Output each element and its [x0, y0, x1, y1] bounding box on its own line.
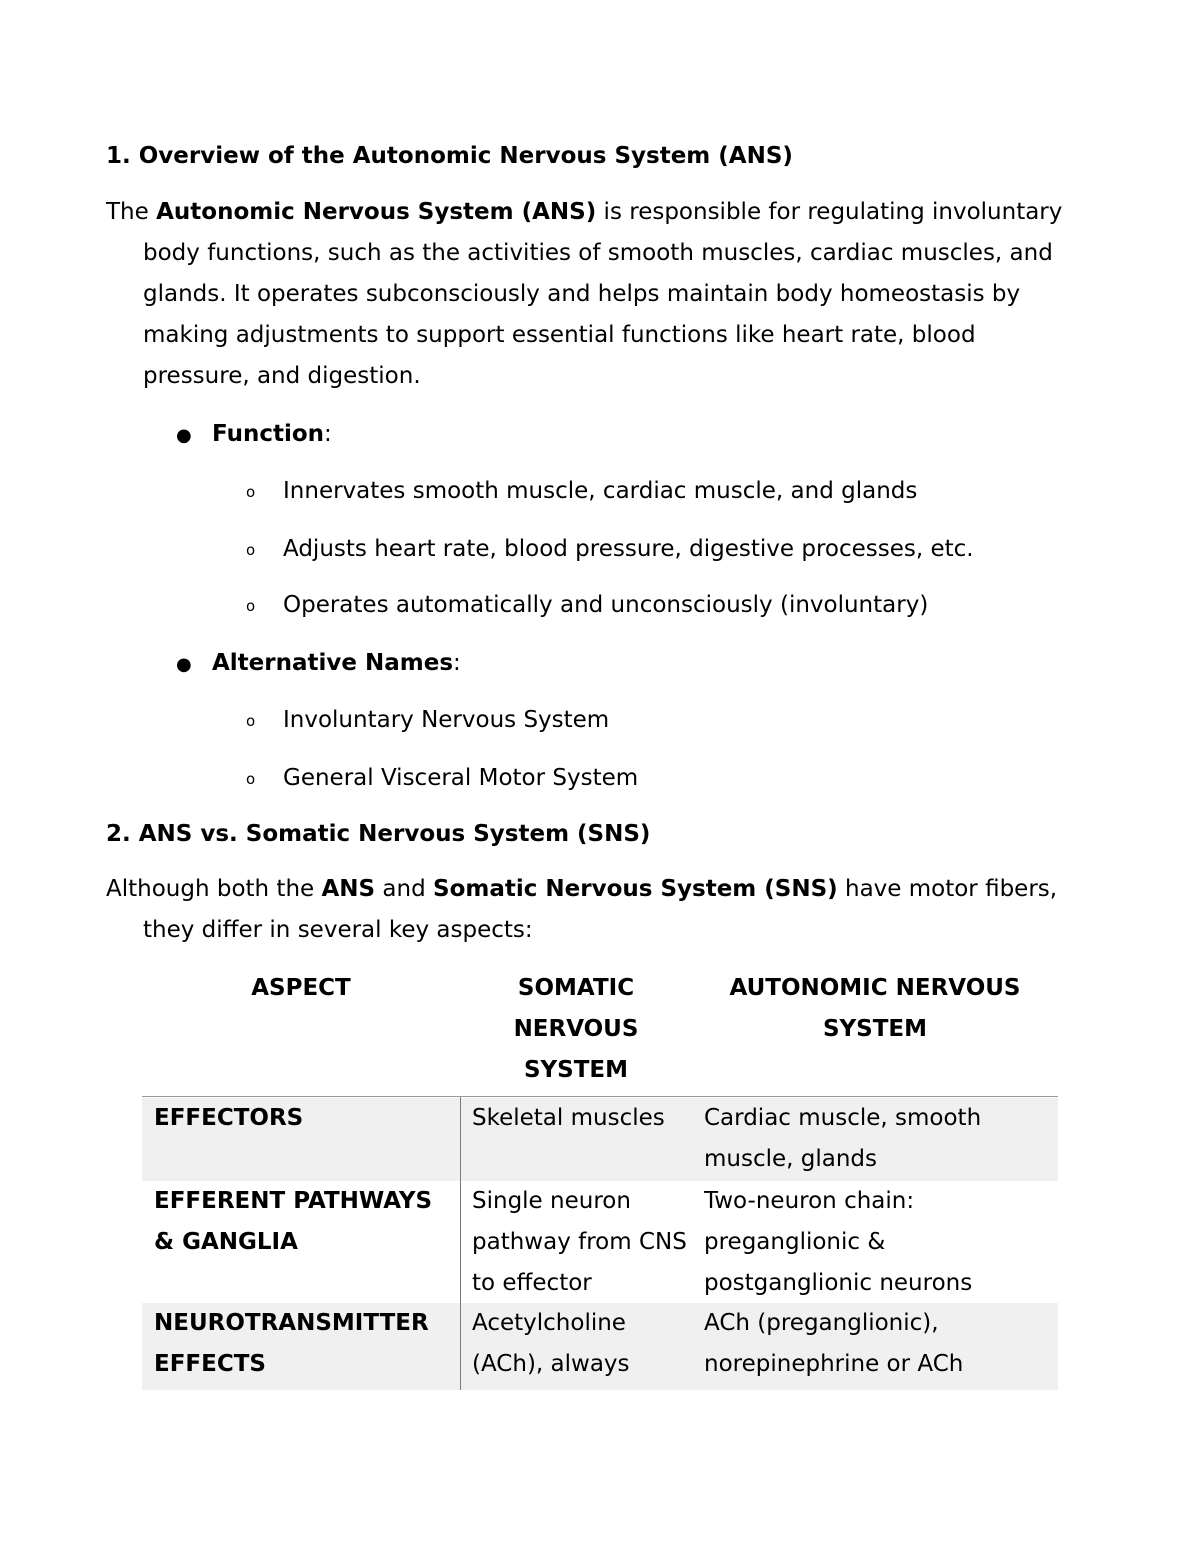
table-cell: Cardiac muscle, smooth muscle, glands — [704, 1105, 982, 1172]
comparison-table — [142, 968, 1058, 1377]
table-cell: Two-neuron chain: preganglionic & postganglionic neurons — [704, 1188, 973, 1296]
alternative-name-item: o General Visceral Motor System — [246, 765, 639, 791]
table-row — [142, 1098, 1058, 1181]
section-1-intro: The Autonomic Nervous System (ANS) is responsible for regulating involuntary body functions, such as the activities of smooth muscles, cardiac muscles, and glands. It operates subconsciously and helps maintain body homeostasis by making adjustments to support essential functions like heart rate, blood pressure, and digestion. — [106, 199, 1063, 389]
function-item: o Adjusts heart rate, blood pressure, digestive processes, etc. — [246, 536, 974, 562]
table-column-divider — [460, 1097, 461, 1390]
table-cell: Acetylcholine (ACh), always — [472, 1310, 630, 1377]
table-row — [142, 1303, 1058, 1390]
table-row — [142, 1181, 1058, 1303]
table-header-divider — [142, 1096, 1058, 1097]
table-header — [142, 968, 1058, 1096]
function-bullet: ● Function: — [176, 421, 332, 447]
alternative-names-bullet: ● Alternative Names: — [176, 650, 461, 676]
function-item: o Operates automatically and unconsciously (involuntary) — [246, 592, 929, 618]
section-2-intro: Although both the ANS and Somatic Nervous System (SNS) have motor fibers, they differ in several key aspects: — [106, 876, 1058, 943]
table-cell: NEUROTRANSMITTER EFFECTS — [154, 1310, 429, 1377]
function-item: o Innervates smooth muscle, cardiac muscle, and glands — [246, 478, 918, 504]
alternative-name-item: o Involuntary Nervous System — [246, 707, 610, 733]
section-2-heading: 2. ANS vs. Somatic Nervous System (SNS) — [106, 821, 651, 847]
table-cell: EFFERENT PATHWAYS & GANGLIA — [154, 1188, 433, 1255]
table-header-cell: ASPECT — [251, 975, 351, 1001]
table-cell: ACh (preganglionic), norepinephrine or ACh — [704, 1310, 964, 1377]
table-header-cell: SOMATIC NERVOUS SYSTEM — [513, 975, 639, 1083]
table-cell: Skeletal muscles — [472, 1105, 665, 1131]
table-cell: Single neuron pathway from CNS to effector — [472, 1188, 687, 1296]
section-1-heading: 1. Overview of the Autonomic Nervous System (ANS) — [106, 143, 793, 169]
table-header-cell: AUTONOMIC NERVOUS SYSTEM — [729, 975, 1021, 1042]
table-cell: EFFECTORS — [154, 1105, 304, 1131]
